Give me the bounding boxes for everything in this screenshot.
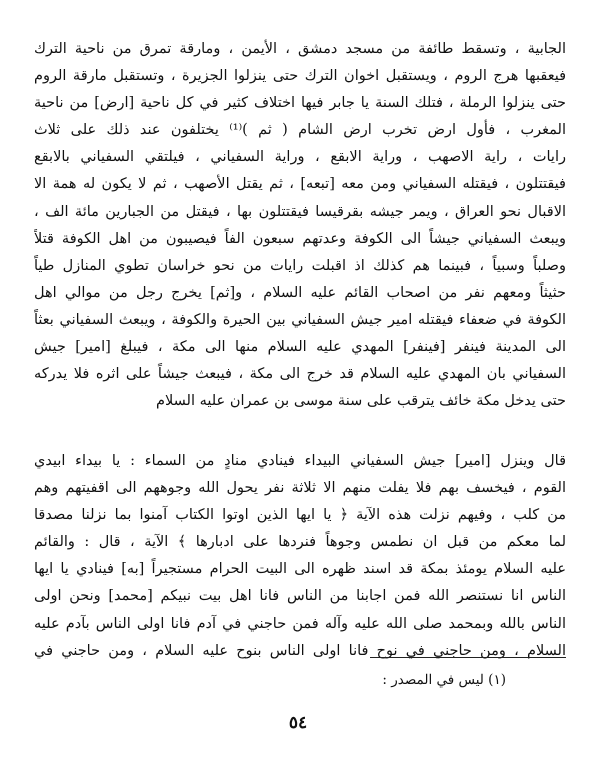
text-line: فيقتتلون ، فيقتله السفياني ومن معه [تبعه] ، ثم يقتل الأصهب ، ثم لا يكون له همة الا xyxy=(34,176,566,193)
page-number: ٥٤ xyxy=(288,713,308,733)
text-line: السلام ، ومن حاجني في نوح فانا اولى الناس بنوح عليه السلام ، ومن حاجني في xyxy=(34,642,566,659)
footnote-divider xyxy=(370,657,566,658)
text-line: الى المدينة فينفر [فينفر] المهدي عليه السلام منها الى مكة ، فيبلغ [امير] جيش xyxy=(34,339,566,356)
text-line: لما معكم من قبل ان نطمس وجوهاً فنردها على ادبارها ﴾ الآية ، قال : والقائم xyxy=(34,534,566,551)
text-line: المغرب ، فأول ارض تخرب ارض الشام ( ثم )⁽¹⁾ يختلفون عند ذلك على ثلاث xyxy=(34,122,566,139)
text-line: الجابية ، وتسقط طائفة من مسجد دمشق ، الأيمن ، ومارقة تمرق من ناحية الترك xyxy=(34,41,566,57)
body-paragraph-1 xyxy=(34,36,566,415)
text-line: الكوفة في ضعفاء فيقتله امير جيش السفياني بين الحيرة والكوفة ، ويبعث السفياني بعثاً xyxy=(34,311,566,328)
text-line: الناس انا نستنصر الله فمن اجابنا من الناس فانا اهل بيت نبيكم [محمد] ونحن اولى xyxy=(34,588,566,605)
body-paragraph-2 xyxy=(34,448,566,665)
text-line: حثيثاً ومعهم نفر من اصحاب القائم عليه السلام ، و[ثم] يخرج رجل من موالي اهل xyxy=(34,284,566,301)
text-line: رايات ، راية الاصهب ، وراية الابقع ، وراية السفياني ، فيلتقي السفياني بالابقع xyxy=(34,149,566,166)
text-line: الناس بالله وبمحمد صلى الله عليه وآله فمن حاجني في آدم فانا اولى الناس بآدم عليه xyxy=(34,615,566,632)
text-line: من كلب ، وفيهم نزلت هذه الآية ﴿ يا ايها الذين اوتوا الكتاب آمنوا بما نزلنا مصدقا xyxy=(34,507,566,524)
text-line: وصلباً وسبياً ، فبينما هم كذلك اذ اقبلت رايات من نحو خراسان تطوي المنازل طياً xyxy=(34,257,566,274)
text-line: حتى يدخل مكة خائف يترقب على سنة موسى بن عمران عليه السلام xyxy=(155,393,566,410)
text-line: فيعقبها هرج الروم ، ويستقبل اخوان الترك حتى ينزلوا الجزيرة ، وتستقبل مارقة الروم xyxy=(34,68,566,85)
footnote: (١) ليس في المصدر : xyxy=(382,672,506,688)
text-line: الاقبال نحو العراق ، ويمر جيشه بقرقيسا فيقتتلون بها ، فيقتل من الجبارين مائة الف ، xyxy=(34,203,566,220)
text-line: عليه السلام يومئذ بمكة قد اسند ظهره الى البيت الحرام مستجيراً [به] فينادي يا ايها xyxy=(34,561,566,578)
text-line: ويبعث السفياني جيشاً الى الكوفة وعدتهم سبعون الفاً فيصيبون من اهل الكوفة قتلاً xyxy=(34,230,566,247)
text-line: قال وينزل [امير] جيش السفياني البيداء فينادي منادٍ من السماء : يا بيداء ابيدي xyxy=(34,453,566,469)
text-line: القوم ، فيخسف بهم فلا يفلت منهم الا ثلاثة نفر يحول الله وجوههم الى اقفيتهم وهم xyxy=(34,480,566,497)
text-line: السفياني بان المهدي عليه السلام قد خرج الى مكة ، فيبعث جيشاً على اثره فلا يدركه xyxy=(34,366,566,383)
text-line: حتى ينزلوا الرملة ، فتلك السنة يا جابر فيها اختلاف كثير في كل ناحية [ارض] من ناحية xyxy=(34,95,566,112)
